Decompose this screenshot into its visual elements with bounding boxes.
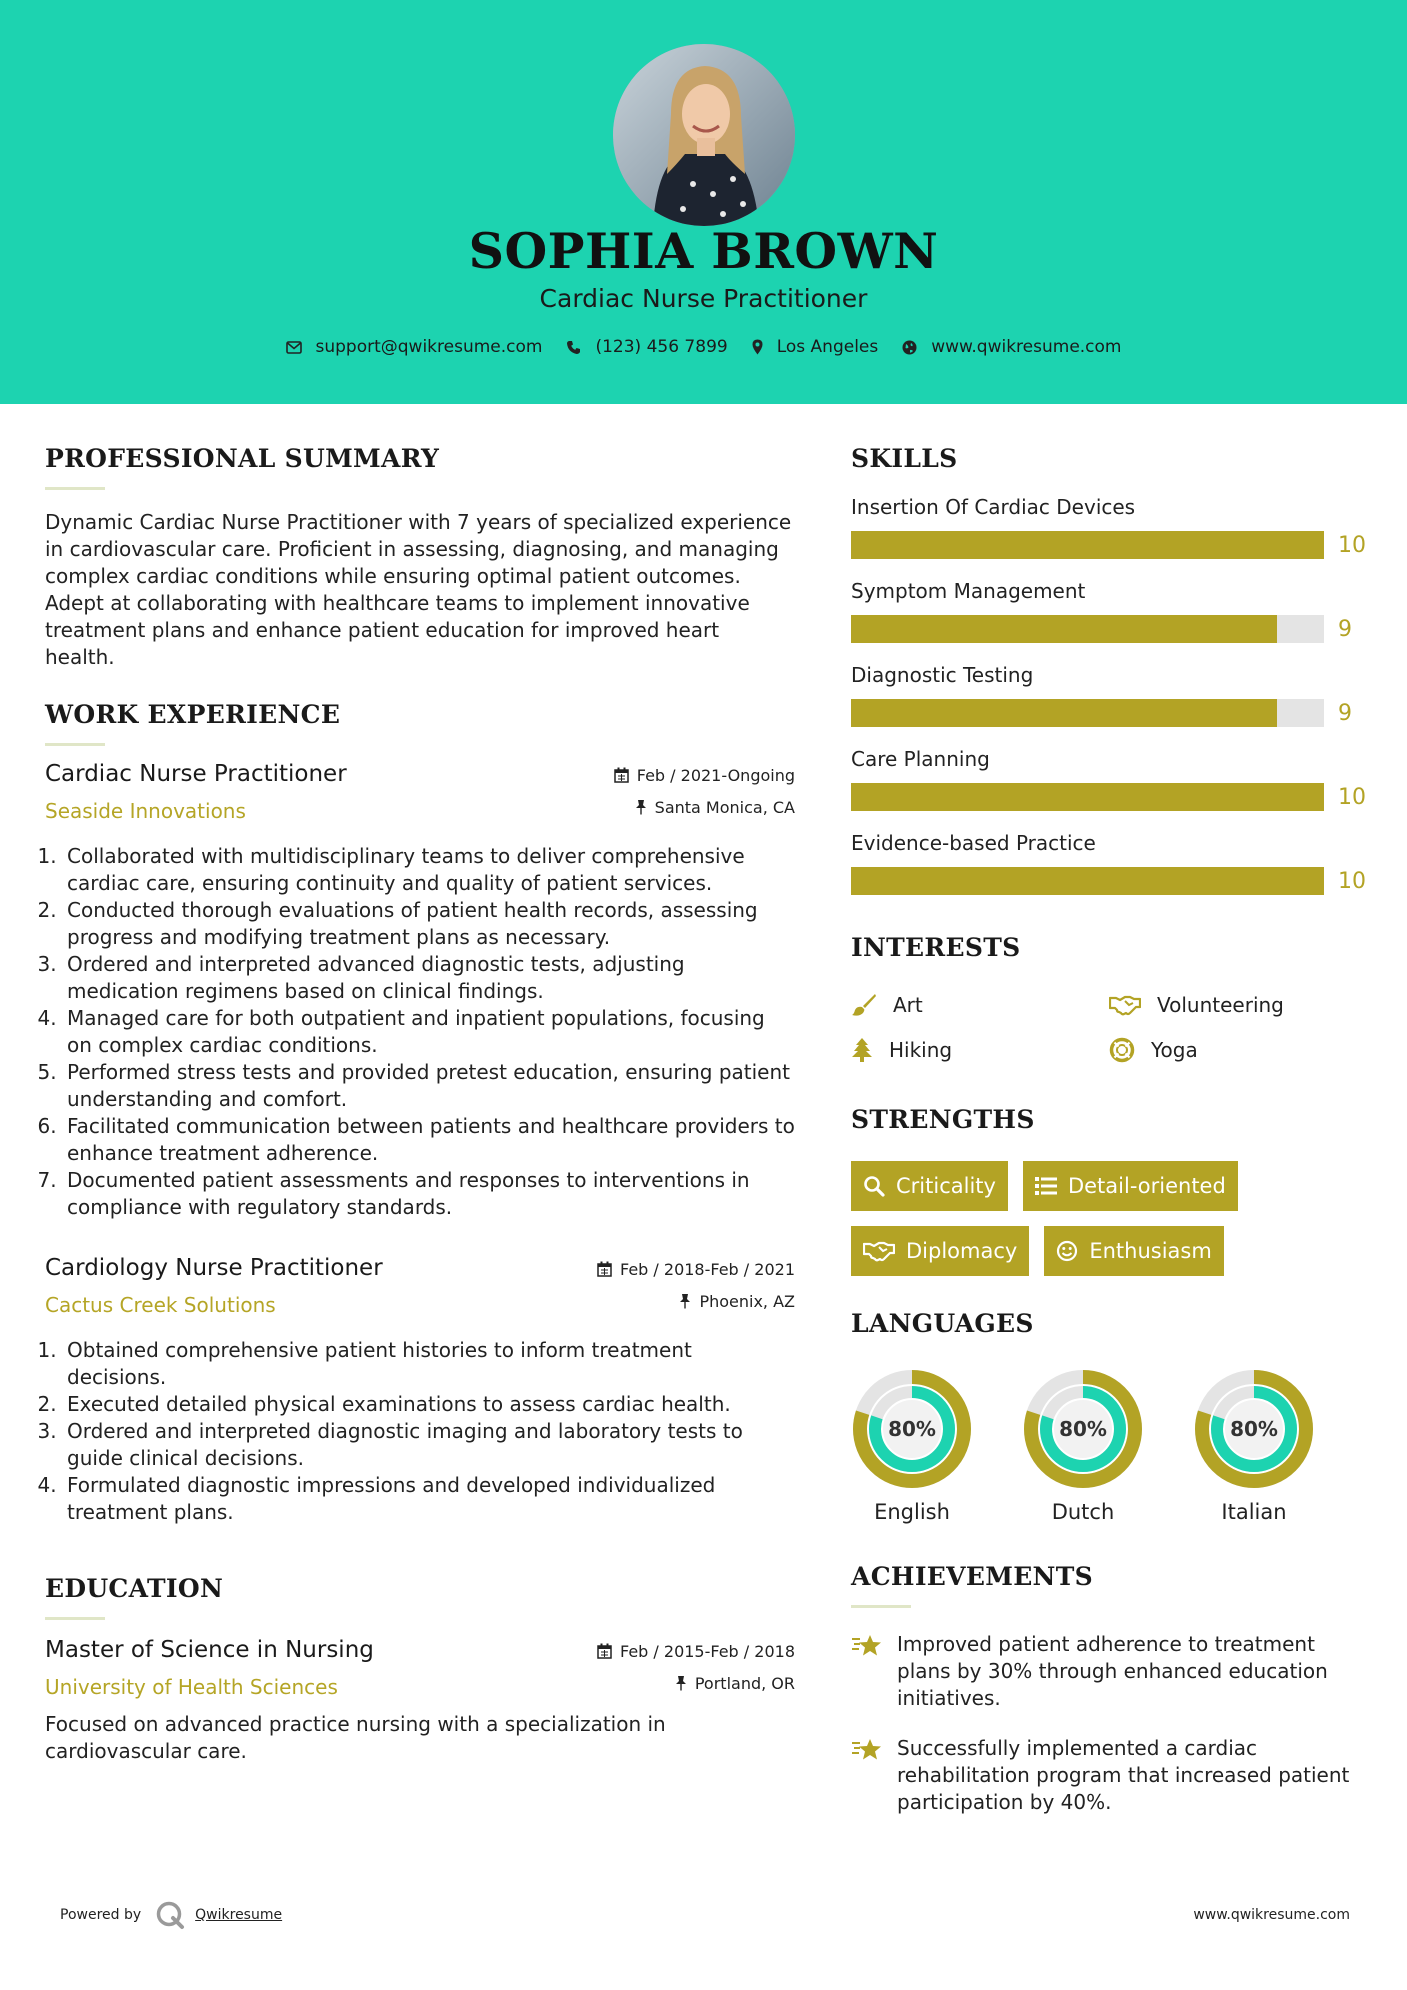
language-name: Italian: [1221, 1500, 1287, 1524]
language-name: English: [874, 1500, 950, 1524]
paintbrush-icon: [851, 993, 877, 1017]
calendar-icon: [614, 767, 629, 783]
map-pin-icon: [752, 339, 763, 355]
footer: [60, 1895, 1350, 1935]
job-entry: [45, 1255, 795, 1526]
degree-title: Master of Science in Nursing: [45, 1637, 374, 1663]
language-donut: [1193, 1368, 1315, 1490]
pushpin-icon: [635, 799, 647, 815]
skill-bar-fill: [851, 615, 1277, 643]
achievement-text: Improved patient adherence to treatment plans by 30% through enhanced education initiatives.: [897, 1632, 1328, 1710]
skill-bar: [851, 783, 1324, 811]
education-description: Focused on advanced practice nursing with a specialization in cardiovascular care.: [45, 1712, 666, 1763]
skill-value: 10: [1338, 532, 1366, 558]
section-divider: [45, 487, 105, 490]
pushpin-icon: [675, 1675, 687, 1691]
experience-heading: WORK EXPERIENCE: [45, 700, 341, 729]
strength-tag: [851, 1161, 1008, 1211]
skill-item: [851, 831, 1371, 895]
globe-icon: [902, 340, 917, 355]
skill-bar: [851, 531, 1324, 559]
skill-name: Care Planning: [851, 747, 990, 771]
summary-text: Dynamic Cardiac Nurse Practitioner with 7 years of specialized experience in cardiovascular care. Proficient in assessing, diagnosing, and managing complex cardiac conditions while ensuring optimal patient outcomes. Adept at collaborating with healthcare teams to implement innovative treatment plans and enhance patient education for improved heart health.: [45, 510, 792, 669]
languages-heading: LANGUAGES: [851, 1309, 1034, 1338]
strength-label: Detail-oriented: [1067, 1174, 1226, 1198]
list-item: 4. Formulated diagnostic impressions and developed individualized treatment plans.: [63, 1472, 795, 1526]
job-bullets: [45, 843, 795, 1221]
list-item: 6. Facilitated communication between patients and healthcare providers to enhance treatment adherence.: [63, 1113, 795, 1167]
job-dates: Feb / 2021-Ongoing: [614, 765, 795, 785]
section-divider: [851, 1605, 911, 1608]
education-section: [45, 1574, 795, 1765]
job-company: Cactus Creek Solutions: [45, 1293, 276, 1317]
interests-heading: INTERESTS: [851, 933, 1021, 962]
calendar-icon: [597, 1261, 612, 1277]
job-company: Seaside Innovations: [45, 799, 246, 823]
education-location: Portland, OR: [597, 1673, 795, 1693]
right-column: [851, 444, 1371, 1816]
calendar-icon: [597, 1643, 612, 1659]
smile-icon: [1056, 1240, 1078, 1262]
resume-header: [0, 0, 1407, 404]
list-item: 5. Performed stress tests and provided pretest education, ensuring patient understanding and comfort.: [63, 1059, 795, 1113]
strength-tag: [1044, 1226, 1223, 1276]
skill-bar: [851, 699, 1324, 727]
skill-name: Evidence-based Practice: [851, 831, 1096, 855]
achievement-item: [851, 1631, 1371, 1712]
list-item: 2. Conducted thorough evaluations of patient health records, assessing progress and modifying treatment plans as necessary.: [63, 897, 795, 951]
interest-label: Hiking: [889, 1038, 953, 1062]
skills-heading: SKILLS: [851, 444, 958, 473]
interest-item: [1109, 992, 1369, 1018]
brand-link[interactable]: Qwikresume: [195, 1907, 283, 1923]
language-percent: 80%: [1059, 1417, 1107, 1441]
interest-item: [1109, 1037, 1369, 1063]
skill-item: [851, 747, 1371, 811]
skill-value: 9: [1338, 700, 1352, 726]
avatar: [613, 44, 795, 226]
skill-bar: [851, 615, 1324, 643]
tree-icon: [851, 1037, 873, 1063]
skill-item: [851, 579, 1371, 643]
skill-value: 10: [1338, 868, 1366, 894]
summary-heading: PROFESSIONAL SUMMARY: [45, 444, 440, 473]
language-item: [1022, 1368, 1144, 1524]
contact-bar: [0, 337, 1407, 357]
skill-bar-fill: [851, 699, 1277, 727]
list-item: 2. Executed detailed physical examinations to assess cardiac health.: [63, 1391, 795, 1418]
candidate-name: SOPHIA BROWN: [468, 222, 939, 280]
experience-section: [45, 700, 795, 1526]
achievement-text: Successfully implemented a cardiac rehabilitation program that increased patient participation by 40%.: [897, 1736, 1350, 1814]
section-divider: [45, 1617, 105, 1620]
contact-location: [752, 337, 879, 357]
phone-text: (123) 456 7899: [595, 337, 728, 357]
contact-phone[interactable]: [566, 337, 727, 357]
skill-bar: [851, 867, 1324, 895]
interest-item: [851, 1037, 1109, 1063]
strength-tag: [851, 1226, 1029, 1276]
skill-name: Diagnostic Testing: [851, 663, 1034, 687]
strength-tag: [1023, 1161, 1238, 1211]
strengths-heading: STRENGTHS: [851, 1105, 1035, 1134]
school-name: University of Health Sciences: [45, 1675, 338, 1699]
website-text: www.qwikresume.com: [931, 337, 1122, 357]
education-dates: Feb / 2015-Feb / 2018: [597, 1641, 795, 1661]
pushpin-icon: [679, 1293, 691, 1309]
qwikresume-logo-icon: [155, 1900, 185, 1930]
footer-site-link[interactable]: www.qwikresume.com: [1193, 1907, 1350, 1923]
language-percent: 80%: [1230, 1417, 1278, 1441]
skill-bar-fill: [851, 867, 1324, 895]
education-heading: EDUCATION: [45, 1574, 224, 1603]
skill-name: Insertion Of Cardiac Devices: [851, 495, 1136, 519]
phone-icon: [566, 340, 581, 355]
summary-section: [45, 444, 795, 671]
star-award-icon: [851, 1633, 883, 1659]
strength-label: Enthusiasm: [1089, 1239, 1212, 1263]
portrait-image: [613, 44, 795, 226]
handshake-icon: [863, 1240, 895, 1262]
skill-value: 10: [1338, 784, 1366, 810]
language-item: [851, 1368, 973, 1524]
list-item: 4. Managed care for both outpatient and inpatient populations, focusing on complex cardiac conditions.: [63, 1005, 795, 1059]
envelope-icon: [286, 341, 302, 354]
strength-label: Diplomacy: [906, 1239, 1018, 1263]
search-icon: [863, 1175, 885, 1197]
job-title: Cardiac Nurse Practitioner: [45, 761, 347, 787]
interest-label: Volunteering: [1157, 993, 1284, 1017]
language-percent: 80%: [888, 1417, 936, 1441]
location-text: Los Angeles: [776, 337, 879, 357]
skill-value: 9: [1338, 616, 1352, 642]
strength-label: Criticality: [896, 1174, 996, 1198]
list-item: 7. Documented patient assessments and responses to interventions in compliance with regulatory standards.: [63, 1167, 795, 1221]
powered-by-label: Powered by: [60, 1907, 142, 1923]
interest-label: Art: [893, 993, 923, 1017]
list-item: 1. Obtained comprehensive patient histories to inform treatment decisions.: [63, 1337, 795, 1391]
email-text: support@qwikresume.com: [315, 337, 543, 357]
list-item: 3. Ordered and interpreted advanced diagnostic tests, adjusting medication regimens based on clinical findings.: [63, 951, 795, 1005]
skill-name: Symptom Management: [851, 579, 1086, 603]
job-dates: Feb / 2018-Feb / 2021: [597, 1259, 795, 1279]
skill-bar-fill: [851, 531, 1324, 559]
star-award-icon: [851, 1737, 883, 1763]
contact-email[interactable]: [286, 337, 543, 357]
lifering-icon: [1109, 1037, 1135, 1063]
interests-section: [851, 933, 1371, 1063]
interest-label: Yoga: [1151, 1038, 1198, 1062]
strengths-section: [851, 1105, 1371, 1291]
job-entry: [45, 761, 795, 1221]
achievement-item: [851, 1735, 1371, 1816]
handshake-icon: [1109, 994, 1141, 1016]
language-donut: [1022, 1368, 1144, 1490]
skills-list: [851, 495, 1371, 895]
interest-item: [851, 992, 1109, 1018]
language-name: Dutch: [1051, 1500, 1115, 1524]
job-title: Cardiology Nurse Practitioner: [45, 1255, 383, 1281]
language-donut: [851, 1368, 973, 1490]
job-bullets: [45, 1337, 795, 1526]
list-icon: [1035, 1176, 1057, 1196]
achievements-section: [851, 1562, 1371, 1816]
contact-website[interactable]: [902, 337, 1121, 357]
section-divider: [45, 743, 105, 746]
language-item: [1193, 1368, 1315, 1524]
achievements-heading: ACHIEVEMENTS: [851, 1562, 1093, 1591]
job-location: Santa Monica, CA: [614, 797, 795, 817]
list-item: 3. Ordered and interpreted diagnostic imaging and laboratory tests to guide clinical decisions.: [63, 1418, 795, 1472]
skill-bar-fill: [851, 783, 1324, 811]
job-location: Phoenix, AZ: [597, 1291, 795, 1311]
skills-section: [851, 444, 1371, 895]
list-item: 1. Collaborated with multidisciplinary teams to deliver comprehensive cardiac care, ensuring continuity and quality of patient services.: [63, 843, 795, 897]
candidate-title: Cardiac Nurse Practitioner: [539, 284, 868, 313]
left-column: [45, 444, 795, 1765]
skill-item: [851, 663, 1371, 727]
languages-section: [851, 1309, 1371, 1524]
skill-item: [851, 495, 1371, 559]
